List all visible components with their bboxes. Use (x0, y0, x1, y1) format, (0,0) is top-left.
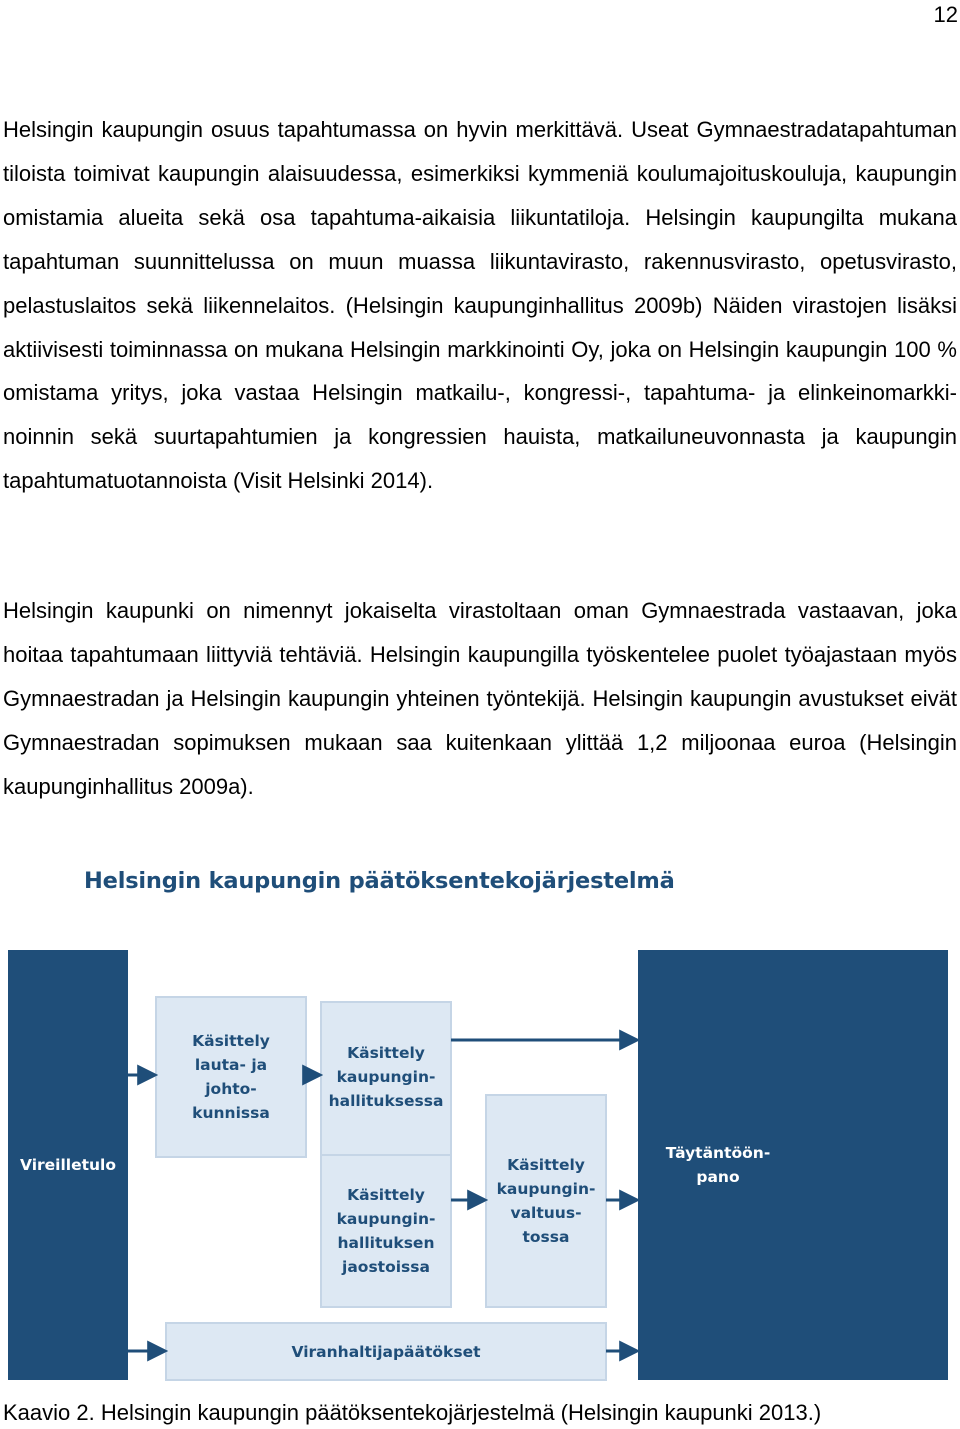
implementation-label: Täytäntöön- pano (665, 1144, 771, 1186)
city-board-division-label: Käsittely kaupungin- hallituksen jaostoissa (336, 1186, 436, 1276)
city-board-label: Käsittely kaupungin- hallituksessa (328, 1044, 444, 1110)
page-number: 12 (933, 2, 958, 27)
initiation-label: Vireilletulo (19, 1156, 117, 1174)
board-handling-label: Käsittely lauta- ja johto- kunnissa (192, 1032, 270, 1122)
diagram-title: Helsingin kaupungin päätöksentekojärjestelmä (84, 868, 675, 894)
body-paragraph: Helsingin kaupunki on nimennyt jokaiselta virastoltaan oman Gymnaestrada vastaavan, joka hoitaa tapahtumaan liittyviä tehtäviä. Helsingin kaupungilla työskentelee puolet työajastaan myös Gymnaestradan ja Helsingin kaupungin yhteinen työntekijä. Helsingin kaupungin avustukset eivät Gymnaestradan sopimuksen mukaan saa kuitenkaan ylittää 1,2 miljoonaa euroa (Helsingin kaupunginhallitus 2009a). (3, 598, 957, 799)
figure-caption: Kaavio 2. Helsingin kaupungin päätöksentekojärjestelmä (Helsingin kaupunki 2013.) (3, 1400, 822, 1425)
official-decisions-label: Viranhaltijapäätökset (291, 1342, 481, 1361)
body-paragraph: Helsingin kaupungin osuus tapahtumassa on hyvin merkittävä. Useat Gymnaestradatapahtuman tiloista toimivat kaupungin alaisuudessa, esimerkiksi kymmeniä koulumajoituskouluja, kaupungin omistamia alueita sekä osa tapahtuma-aikaisia liikuntatiloja. Helsingin kaupungilta mukana tapahtuman suunnittelussa on muun muassa liikuntavirasto, rakennusvirasto, opetusvirasto, pelastuslaitos sekä liikennelaitos. (Helsingin kaupunginhallitus 2009b) Näiden virastojen lisäksi aktiivisesti toiminnassa on mukana Helsingin markkinointi Oy, joka on Helsingin kaupungin 100 % omistama yritys, joka vastaa Helsingin matkailu-, kongressi-, tapahtuma- ja elinkeinomarkkinoinnin sekä suurtapahtumien ja kongressien hauista, matkailuneuvonnasta ja kaupungin tapahtumatuotannoista (Visit Helsinki 2014). (3, 117, 957, 494)
decision-system-diagram (8, 950, 948, 1390)
city-council-label: Käsittely kaupungin- valtuus- tossa (496, 1156, 596, 1246)
